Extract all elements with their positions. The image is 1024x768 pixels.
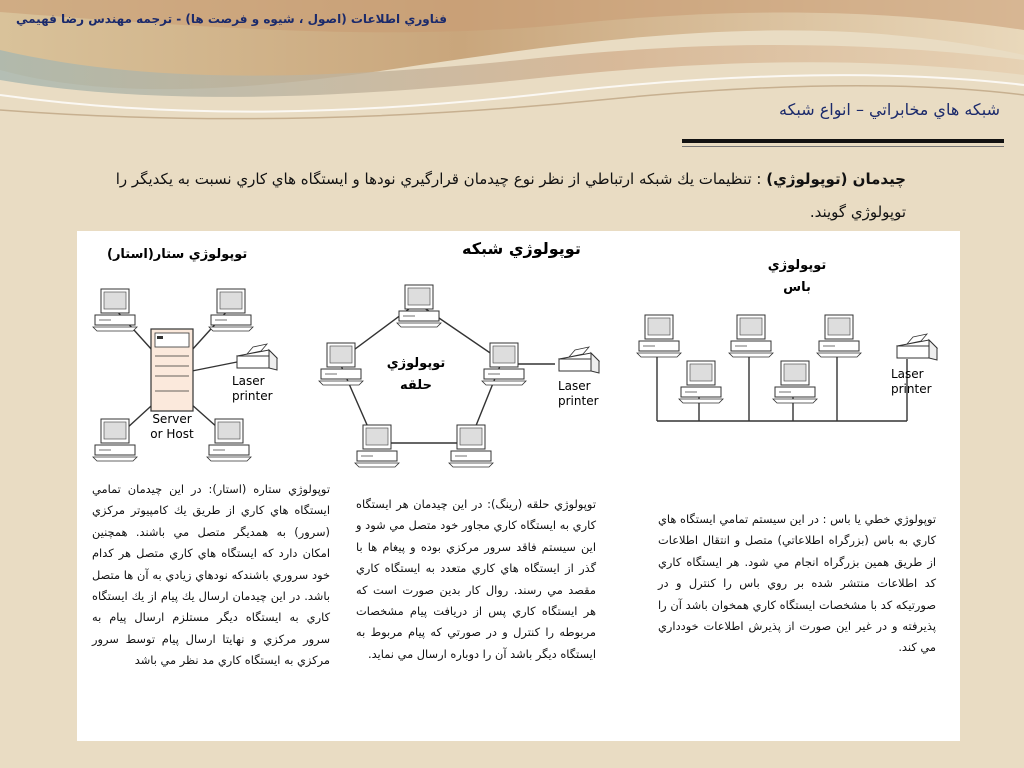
bus-printer-icon	[897, 334, 937, 360]
title-underline-thin	[682, 146, 1004, 147]
star-printer-label	[232, 374, 273, 404]
star-title: توپولوژي ستار(استار)	[107, 247, 248, 262]
star-pc-bottom-right	[207, 419, 251, 461]
topology-figure	[77, 231, 960, 741]
ring-topology	[319, 285, 599, 467]
topology-definition	[96, 163, 906, 229]
ring-title	[386, 353, 446, 397]
ring-pc-left	[319, 343, 363, 385]
bus-printer-label-line1: Laser	[891, 367, 924, 381]
bus-pc-2	[679, 361, 723, 403]
ring-title-line2: حلقه	[400, 378, 432, 393]
star-pc-top-right	[209, 289, 253, 331]
network-topology-diagram	[77, 231, 960, 476]
bus-description: توپولوژي خطي يا باس : در اين سيستم تمامي ايستگاه هاي كاري به باس (بزرگراه اطلاعاتي) متصل و انتقال اطلاعات از طريق همين بزرگراه انجام مي شود. هر ايستگاه كاري كد اطلاعات منتشر شده بر روي باس را كنترل و در صورتيكه كد با مشخصات ايستگاه كاري همخوان باشد آن را پذيرفته و در غير اين صورت از پذيرش اطلاعات خودداري مي كند.	[658, 512, 936, 655]
star-printer-label-line2: printer	[232, 389, 273, 403]
ring-printer-icon	[559, 347, 599, 373]
definition-text: : تنظيمات يك شبكه ارتباطي از نظر نوع چيدمان قرارگيري نودها و ايستگاه هاي كاري نسبت به يكديگر را توپولوژي گويند.	[115, 170, 906, 221]
ring-pc-top	[397, 285, 441, 327]
ring-title-line1: توپولوژي	[386, 356, 446, 371]
star-printer-label-line1: Laser	[232, 374, 265, 388]
bus-pc-4	[773, 361, 817, 403]
bus-printer-label-line2: printer	[891, 382, 932, 396]
star-pc-top-left	[93, 289, 137, 331]
book-title: فناوري اطلاعات (اصول ، شيوه و فرصت ها) - ترجمه مهندس رضا فهيمي	[16, 12, 447, 26]
bus-pc-5	[817, 315, 861, 357]
star-printer-icon	[237, 344, 277, 370]
ring-printer-label-line1: Laser	[558, 379, 591, 393]
bus-pc-1	[637, 315, 681, 357]
star-description: توپولوژي ستاره (استار): در اين چيدمان تمامي ايستگاه هاي كاري از طريق يك كامپيوتر مركزي (سرور) به همديگر متصل مي باشند. همچنين امكان دارد كه ايستگاه هاي كاري متصل هر كدام خود سروري باشندكه نودهاي زيادي به آن ها متصل باشد. در اين چيدمان ارسال يك پيام از يك ايستگاه كاري به ايستگاه ديگر مستلزم ارسال پيام به سرور مركزي و نهايتا ارسال پيام توسط سرور مركزي به ايستگاه كاري مد نظر مي باشد	[92, 482, 330, 668]
definition-term: چيدمان (توپولوژي)	[766, 170, 906, 188]
bus-title	[767, 255, 827, 299]
figure-main-title: توپولوژي شبكه	[462, 239, 581, 258]
ring-printer-label-line2: printer	[558, 394, 599, 408]
bus-title-line1: توپولوژي	[767, 258, 827, 273]
bus-title-line2: باس	[783, 280, 811, 295]
bus-printer-label	[891, 367, 932, 397]
server-label-line2: or Host	[150, 427, 194, 441]
ring-pc-bottom-left	[355, 425, 399, 467]
ring-pc-bottom-right	[449, 425, 493, 467]
slide-title: شبكه هاي مخابراتي – انواع شبكه	[778, 100, 1000, 119]
ring-description: توپولوژي حلقه (رينگ): در اين چيدمان هر ايستگاه كاري به ايستگاه كاري مجاور خود متصل مي شود و اين سيستم فاقد سرور مركزي بوده و پيغام ها با گذر از ايستگاه هاي كاري متعدد به ايستگاه كاري مقصد مي رسند. روال كار بدين صورت است كه هر ايستگاه كاري پس از دريافت پيام مشخصات مربوطه را كنترل و در صورتي كه پيام مربوط به ايستگاه ديگر باشد آن را دوباره ارسال مي نمايد.	[356, 497, 596, 661]
title-underline	[682, 139, 1004, 143]
ring-printer-label	[558, 379, 599, 409]
server-label-line1: Server	[152, 412, 192, 426]
bus-pc-3	[729, 315, 773, 357]
server-label	[149, 412, 195, 442]
server-icon	[151, 329, 193, 411]
